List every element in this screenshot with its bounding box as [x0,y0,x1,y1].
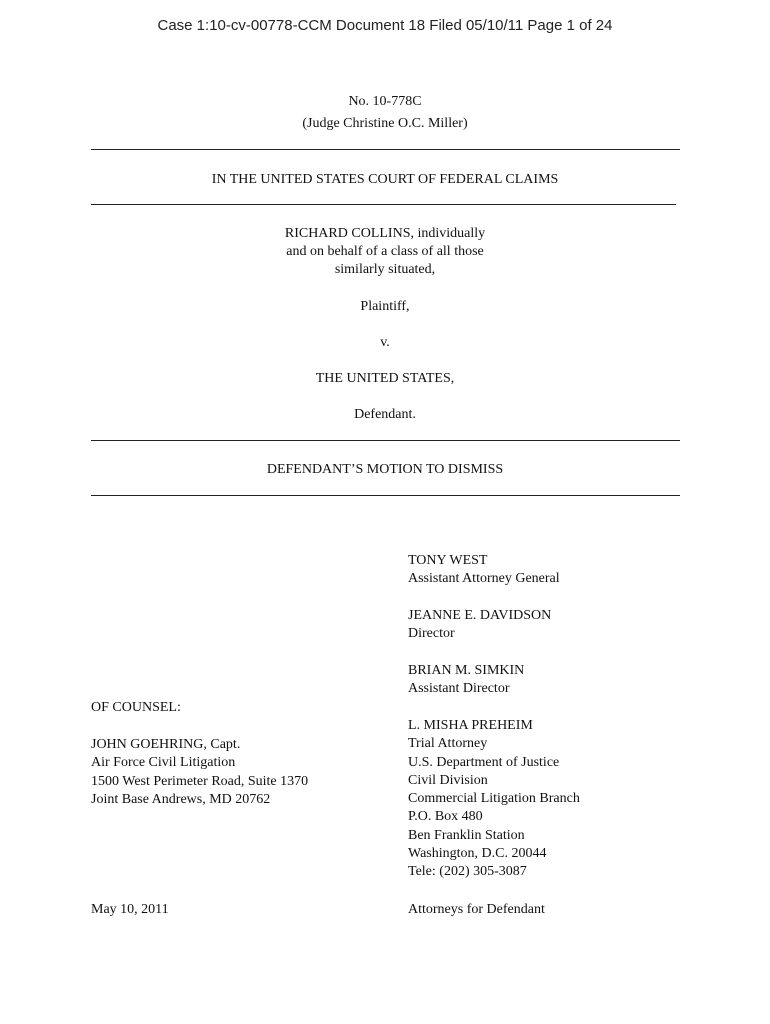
attorney-name: JEANNE E. DAVIDSON [408,608,552,623]
rule-top [91,149,680,150]
counsel-line: 1500 West Perimeter Road, Suite 1370 [91,773,309,789]
plaintiff-line-2: and on behalf of a class of all those [286,244,484,259]
filing-date: May 10, 2011 [91,902,169,917]
motion-title: DEFENDANT’S MOTION TO DISMISS [266,462,504,477]
rule-motion-bottom [91,495,680,496]
judge-name: (Judge Christine O.C. Miller) [302,116,468,131]
attorney-line: Trial Attorney [408,736,488,752]
attorney-line: U.S. Department of Justice [408,754,560,770]
attorney-name: L. MISHA PREHEIM [408,718,533,733]
attorney-line: Commercial Litigation Branch [408,791,580,807]
attorney-davidson [408,607,551,644]
rule-motion-top [91,440,680,441]
plaintiff-line-3: similarly situated, [334,262,436,277]
defendant-role: Defendant. [354,407,416,422]
case-number: No. 10-778C [348,94,422,109]
of-counsel-heading: OF COUNSEL: [91,700,181,715]
attorney-line: Washington, D.C. 20044 [408,846,547,862]
attorney-title: Director [408,626,455,642]
attorney-line: Tele: (202) 305-3087 [408,864,527,880]
attorney-title: Assistant Director [408,681,510,697]
attorney-west [408,552,560,589]
rule-court [91,204,676,205]
of-counsel-block [91,736,308,809]
court-title: IN THE UNITED STATES COURT OF FEDERAL CLAIMS [211,172,559,187]
attorney-simkin [408,662,524,699]
plaintiff-role: Plaintiff, [360,299,410,314]
attorney-line: Civil Division [408,772,488,788]
attorney-title: Assistant Attorney General [408,571,560,587]
attorney-name: TONY WEST [408,553,488,568]
counsel-line: Air Force Civil Litigation [91,755,236,771]
attorney-name: BRIAN M. SIMKIN [408,663,525,678]
versus: v. [380,335,390,350]
attorney-line: P.O. Box 480 [408,809,483,825]
attorney-preheim [408,717,580,882]
counsel-line: JOHN GOEHRING, Capt. [91,737,241,752]
filing-stamp: Case 1:10-cv-00778-CCM Document 18 Filed 05/10/11 Page 1 of 24 [157,17,613,34]
defendant-name: THE UNITED STATES, [315,371,455,386]
counsel-line: Joint Base Andrews, MD 20762 [91,791,271,807]
signature-role: Attorneys for Defendant [408,902,545,917]
attorney-line: Ben Franklin Station [408,827,525,843]
plaintiff-line-1: RICHARD COLLINS, individually [284,226,486,241]
